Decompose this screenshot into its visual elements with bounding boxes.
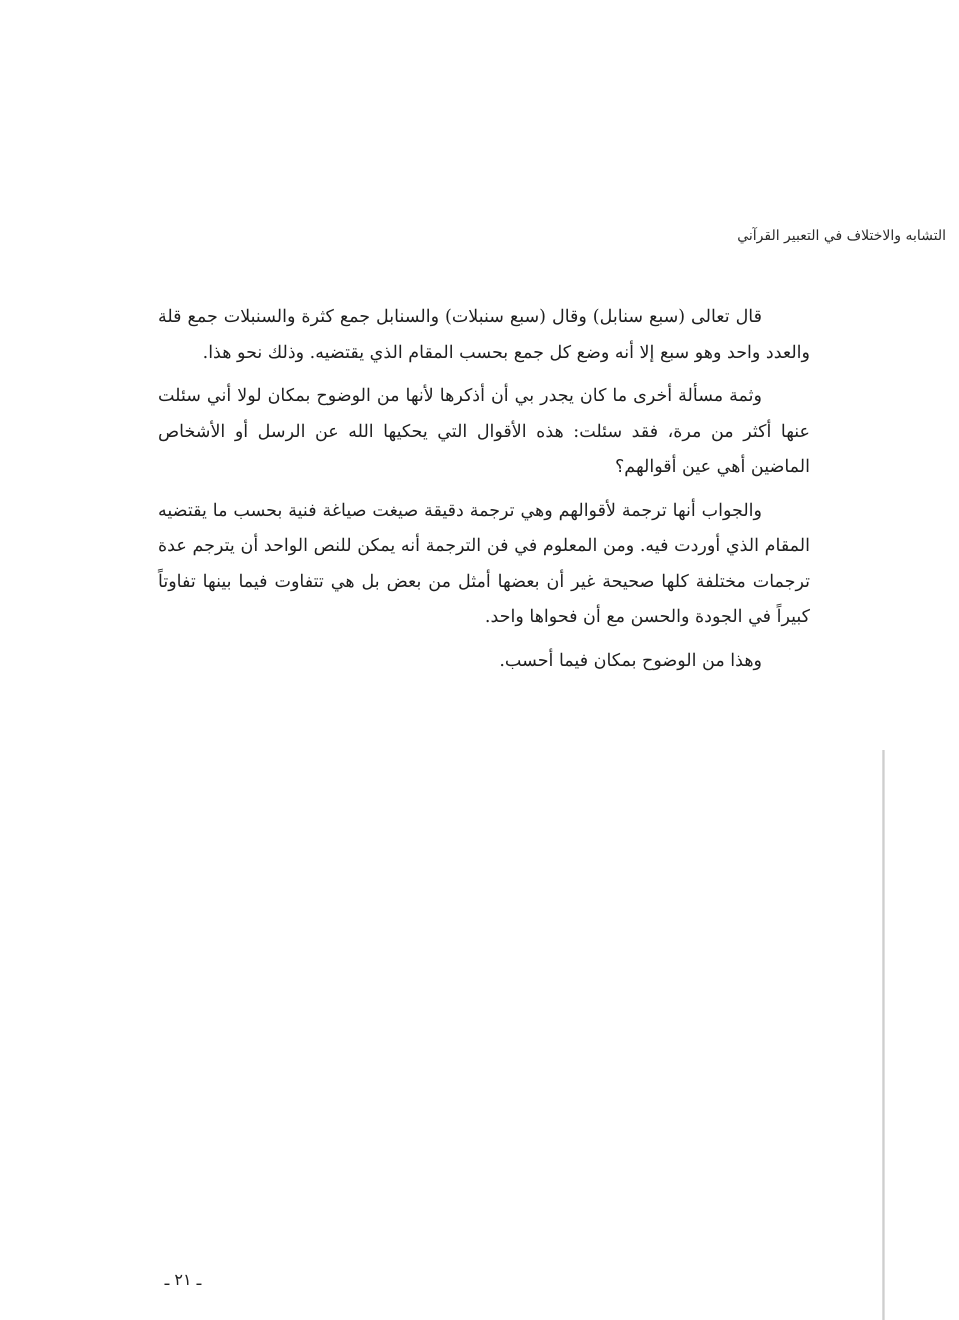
paragraph-1: قال تعالى (سبع سنابل) وقال (سبع سنبلات) والسنابل جمع كثرة والسنبلات جمع قلة والعدد واحد وهو سبع إلا أنه وضع كل جمع بحسب المقام الذي يقتضيه. وذلك نحو هذا. <box>158 307 810 363</box>
scan-edge-line <box>882 750 885 1320</box>
running-header <box>560 226 946 246</box>
paragraph-2: وثمة مسألة أخرى ما كان يجدر بي أن أذكرها لأنها من الوضوح بمكان لولا أني سئلت عنها أكثر من مرة، فقد سئلت: هذه الأقوال التي يحكيها الله عن الرسل أو الأشخاص الماضين أهي عين أقوالهم؟ <box>158 386 810 477</box>
running-header-title: التشابه والاختلاف في التعبير القرآني <box>737 228 946 244</box>
paragraph-4: وهذا من الوضوح بمكان فيما أحسب. <box>499 650 762 671</box>
body-text <box>158 300 810 687</box>
paragraph-3: والجواب أنها ترجمة لأقوالهم وهي ترجمة دقيقة صيغت صياغة فنية بحسب ما يقتضيه المقام الذي أوردت فيه. ومن المعلوم في فن الترجمة أنه يمكن للنص الواحد أن يترجم عدة ترجمات مختلفة كلها صحيحة غير أن بعضها أمثل من بعض بل هي تتفاوت فيما بينها تفاوتاً كبيراً في الجودة والحسن مع أن فحواها واحد. <box>158 500 810 627</box>
page-number: ـ ٢١ ـ <box>164 1270 202 1289</box>
